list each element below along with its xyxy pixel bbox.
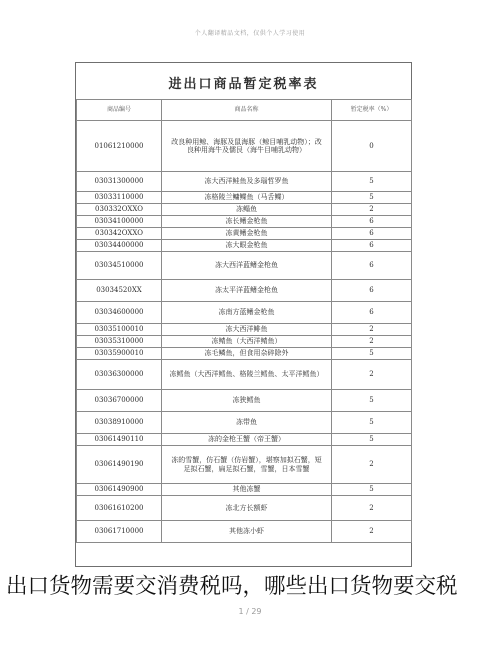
table-body (77, 121, 412, 543)
rate-cell: 2 (332, 446, 412, 484)
rate-cell: 5 (332, 390, 412, 412)
code-cell: 03061610200 (77, 496, 162, 521)
table-row (77, 252, 412, 280)
code-cell: 03061490900 (77, 484, 162, 496)
table-row (77, 324, 412, 336)
rate-cell: 6 (332, 228, 412, 240)
rate-cell: 5 (332, 412, 412, 434)
code-cell: 03031300000 (77, 172, 162, 192)
rate-cell: 5 (332, 192, 412, 204)
column-header-name: 商品名称 (162, 100, 332, 121)
name-cell: 冻南方蓝鳍金枪鱼 (162, 302, 332, 324)
tariff-document (75, 62, 412, 567)
rate-cell: 2 (332, 324, 412, 336)
table-row (77, 446, 412, 484)
code-cell: 03034510000 (77, 252, 162, 280)
column-header-rate: 暂定税率（%） (332, 100, 412, 121)
rate-cell: 6 (332, 280, 412, 302)
rate-cell: 6 (332, 216, 412, 228)
code-cell: 03061490110 (77, 434, 162, 446)
page-number: 1 / 29 (238, 607, 262, 616)
rate-cell: 2 (332, 336, 412, 348)
rate-cell: 0 (332, 121, 412, 172)
table-row (77, 216, 412, 228)
tariff-rate-table (76, 99, 412, 543)
code-cell: 03034400000 (77, 240, 162, 252)
name-cell: 冻鲭鱼（大西洋鲭鱼） (162, 336, 332, 348)
table-row (77, 240, 412, 252)
table-row (77, 204, 412, 216)
name-cell: 冻长鳍金枪鱼 (162, 216, 332, 228)
name-cell: 冻太平洋蓝鳍金枪鱼 (162, 280, 332, 302)
table-row (77, 521, 412, 543)
name-cell: 冻鳎鱼 (162, 204, 332, 216)
code-cell: 030332OXXO (77, 204, 162, 216)
table-row (77, 390, 412, 412)
name-cell: 冻的雪蟹，仿石蟹（仿岩蟹），堪察加拟石蟹，短足拟石蟹，扁足拟石蟹，雪蟹，日本雪蟹 (162, 446, 332, 484)
table-row (77, 336, 412, 348)
table-row (77, 412, 412, 434)
code-cell: 03033110000 (77, 192, 162, 204)
rate-cell: 6 (332, 240, 412, 252)
table-row (77, 192, 412, 204)
name-cell: 其他冻小虾 (162, 521, 332, 543)
name-cell: 冻大眼金枪鱼 (162, 240, 332, 252)
code-cell: 030345​20XX (77, 280, 162, 302)
table-row (77, 434, 412, 446)
code-cell: 03034600000 (77, 302, 162, 324)
table-row (77, 348, 412, 360)
table-header-row (77, 100, 412, 121)
name-cell: 冻大西洋鲱鱼 (162, 324, 332, 336)
code-cell: 030342OXXO (77, 228, 162, 240)
table-row (77, 228, 412, 240)
name-cell: 冻带鱼 (162, 412, 332, 434)
rate-cell: 5 (332, 484, 412, 496)
column-header-code: 商品编号 (77, 100, 162, 121)
name-cell: 冻北方长额虾 (162, 496, 332, 521)
name-cell: 冻鳕鱼（大西洋鳕鱼、格陵兰鳕鱼、太平洋鳕鱼） (162, 360, 332, 390)
code-cell: 03036700000 (77, 390, 162, 412)
table-row (77, 280, 412, 302)
table-row (77, 172, 412, 192)
document-title: 进出口商品暂定税率表 (168, 77, 319, 92)
table-row (77, 360, 412, 390)
name-cell: 冻狭鳕鱼 (162, 390, 332, 412)
table-row (77, 496, 412, 521)
article-caption: 出口货物需要交消费税吗，哪些出口货物要交税 (6, 574, 458, 599)
rate-cell: 2 (332, 496, 412, 521)
rate-cell: 2 (332, 360, 412, 390)
name-cell: 冻格陵兰鳙鲽鱼（马舌鲽） (162, 192, 332, 204)
rate-cell: 5 (332, 434, 412, 446)
name-cell: 改良种用鲸、海豚及鼠海豚（鲸目哺乳动物）；改良种用海牛及儒艮（海牛目哺乳动物） (162, 121, 332, 172)
code-cell: 01061210000 (77, 121, 162, 172)
code-cell: 03035100010 (77, 324, 162, 336)
name-cell: 冻的金枪王蟹（帝王蟹） (162, 434, 332, 446)
code-cell: 03036300000 (77, 360, 162, 390)
name-cell: 冻黄鳍金枪鱼 (162, 228, 332, 240)
name-cell: 其他冻蟹 (162, 484, 332, 496)
table-row (77, 302, 412, 324)
code-cell: 03038910000 (77, 412, 162, 434)
code-cell: 03035900010 (77, 348, 162, 360)
name-cell: 冻大西洋鲑鱼及多瑙哲罗鱼 (162, 172, 332, 192)
rate-cell: 6 (332, 252, 412, 280)
code-cell: 03061490190 (77, 446, 162, 484)
code-cell: 03034100000 (77, 216, 162, 228)
table-row (77, 484, 412, 496)
rate-cell: 5 (332, 172, 412, 192)
code-cell: 03061710000 (77, 521, 162, 543)
name-cell: 冻大西洋蓝鳍金枪鱼 (162, 252, 332, 280)
name-cell: 冻毛鳞鱼，但食用杂碎除外 (162, 348, 332, 360)
rate-cell: 6 (332, 302, 412, 324)
rate-cell: 2 (332, 521, 412, 543)
page-header-note: 个人翻译精品文档，仅供个人学习使用 (194, 30, 306, 37)
code-cell: 03035310000 (77, 336, 162, 348)
rate-cell: 2 (332, 204, 412, 216)
rate-cell: 5 (332, 348, 412, 360)
table-row (77, 121, 412, 172)
